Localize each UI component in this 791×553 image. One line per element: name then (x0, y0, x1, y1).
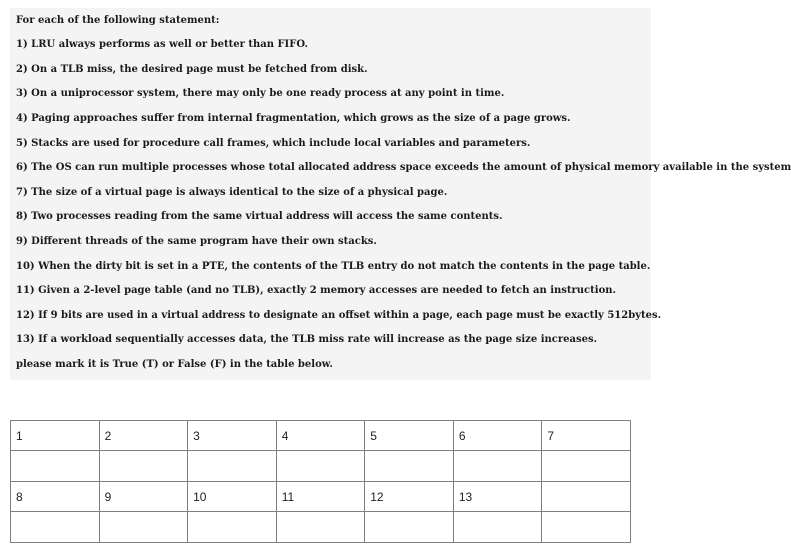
question-number-cell: 2 (99, 421, 188, 451)
table-row-numbers-2 (11, 482, 631, 512)
question-number-cell: 11 (276, 482, 365, 512)
table-row-numbers-1 (11, 421, 631, 451)
question-number-cell: 12 (365, 482, 454, 512)
answer-cell[interactable] (276, 512, 365, 543)
answer-cell[interactable] (188, 451, 277, 482)
statement-3: 3) On a uniprocessor system, there may only be one ready process at any point in time. (16, 88, 505, 99)
statement-2: 2) On a TLB miss, the desired page must be fetched from disk. (16, 64, 368, 75)
answer-cell[interactable] (542, 451, 631, 482)
table-row-answers-1 (11, 451, 631, 482)
statement-11: 11) Given a 2-level page table (and no TLB), exactly 2 memory accesses are needed to fetch an instruction. (16, 285, 616, 296)
answer-cell[interactable] (11, 512, 100, 543)
question-number-cell: 5 (365, 421, 454, 451)
statement-10: 10) When the dirty bit is set in a PTE, the contents of the TLB entry do not match the contents in the page table. (16, 261, 651, 272)
statement-8: 8) Two processes reading from the same virtual address will access the same contents. (16, 211, 503, 222)
table-row-answers-2 (11, 512, 631, 543)
question-number-cell: 9 (99, 482, 188, 512)
statement-4: 4) Paging approaches suffer from internal fragmentation, which grows as the size of a page grows. (16, 113, 571, 124)
answer-cell[interactable] (188, 512, 277, 543)
answer-cell[interactable] (276, 451, 365, 482)
question-number-cell: 10 (188, 482, 277, 512)
answer-cell[interactable] (365, 451, 454, 482)
question-number-cell: 7 (542, 421, 631, 451)
answer-cell[interactable] (453, 451, 542, 482)
closing-instruction: please mark it is True (T) or False (F) in the table below. (16, 359, 333, 370)
intro-text: For each of the following statement: (16, 15, 220, 26)
answer-cell[interactable] (99, 512, 188, 543)
question-number-cell: 6 (453, 421, 542, 451)
question-number-cell (542, 482, 631, 512)
statement-5: 5) Stacks are used for procedure call frames, which include local variables and parameters. (16, 138, 531, 149)
question-number-cell: 3 (188, 421, 277, 451)
statement-13: 13) If a workload sequentially accesses data, the TLB miss rate will increase as the page size increases. (16, 334, 598, 345)
statement-12: 12) If 9 bits are used in a virtual address to designate an offset within a page, each page must be exactly 512bytes. (16, 310, 662, 321)
question-number-cell: 1 (11, 421, 100, 451)
question-number-cell: 8 (11, 482, 100, 512)
question-panel (10, 8, 791, 380)
statement-1: 1) LRU always performs as well or better than FIFO. (16, 39, 308, 50)
answer-cell[interactable] (542, 512, 631, 543)
statement-7: 7) The size of a virtual page is always identical to the size of a physical page. (16, 187, 448, 198)
statement-6: 6) The OS can run multiple processes whose total allocated address space exceeds the amount of physical memory available in the system (16, 162, 791, 173)
answer-cell[interactable] (453, 512, 542, 543)
answer-cell[interactable] (365, 512, 454, 543)
answer-table (10, 420, 631, 543)
answer-cell[interactable] (99, 451, 188, 482)
statement-9: 9) Different threads of the same program have their own stacks. (16, 236, 377, 247)
question-number-cell: 4 (276, 421, 365, 451)
answer-cell[interactable] (11, 451, 100, 482)
question-number-cell: 13 (453, 482, 542, 512)
